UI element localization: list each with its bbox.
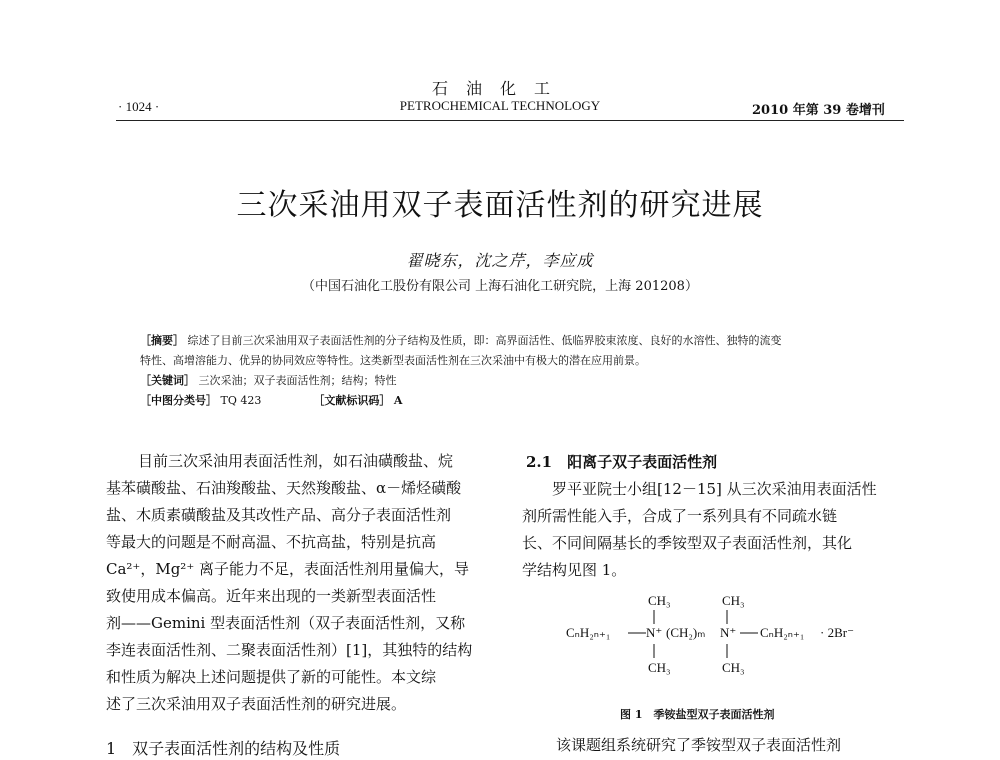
journal-title-cn: 石油化工 [431, 79, 568, 98]
left-alkyl-chain: CₙH₂ₙ₊₁ [566, 625, 611, 640]
intro-line: 盐、木质素磺酸盐及其改性产品、高分子表面活性剂 [106, 506, 452, 524]
intro-line: 李连表面活性剂、二聚表面活性剂）[1]，其独特的结构 [106, 641, 473, 659]
body-line: 罗平亚院士小组[12－15] 从三次采油用表面活性 [522, 480, 877, 498]
header-rule [116, 120, 904, 121]
intro-line: 述了三次采油用双子表面活性剂的研究进展。 [106, 695, 407, 713]
abstract-label: ［摘要］ [140, 334, 184, 347]
journal-title-en: PETROCHEMICAL TECHNOLOGY [399, 98, 601, 113]
right-alkyl-chain: CₙH₂ₙ₊₁ [760, 625, 805, 640]
ammonium-right: N⁺ [720, 625, 737, 640]
body-line: 剂所需性能入手，合成了一系列具有不同疏水链 [522, 507, 838, 525]
intro-line: Ca²⁺，Mg²⁺ 离子能力不足，表面活性剂用量偏大，导 [106, 560, 470, 578]
intro-line: 等最大的问题是不耐高温、不抗高盐，特别是抗高 [106, 533, 437, 551]
article-affiliation: （中国石油化工股份有限公司 上海石油化工研究院，上海 201208） [302, 279, 698, 294]
continuation-line: 该课题组系统研究了季铵型双子表面活性剂 [556, 736, 842, 754]
intro-line: 基苯磺酸盐、石油羧酸盐、天然羧酸盐、α－烯烃磺酸 [106, 479, 462, 497]
intro-line: 剂——Gemini 型表面活性剂（双子表面活性剂，又称 [106, 614, 466, 632]
keywords-line [140, 371, 782, 391]
intro-line: 致使用成本偏高。近年来出现的一类新型表面活性 [106, 587, 437, 605]
keywords-label: ［关键词］ [140, 374, 195, 387]
article-authors: 翟晓东，沈之芹，李应成 [406, 251, 594, 270]
section-1-heading: 1 双子表面活性剂的结构及性质 [106, 739, 341, 758]
body-line: 学结构见图 1。 [522, 561, 627, 579]
abstract-text-2: 特性、高增溶能力、优异的协同效应等特性。这类新型表面活性剂在三次采油中有极大的潜在应用前景。 [140, 354, 646, 367]
section-2-1-heading: 2.1 阳离子双子表面活性剂 [526, 453, 718, 471]
doc-code-label: ［文献标识码］ [313, 394, 391, 407]
article-title: 三次采油用双子表面活性剂的研究进展 [236, 188, 764, 223]
page-number: · 1024 · [118, 99, 160, 114]
figure-1-caption: 图 1 季铵盐型双子表面活性剂 [620, 708, 775, 721]
doc-code: A [393, 394, 403, 407]
class-label: ［中图分类号］ [140, 394, 217, 407]
intro-line: 目前三次采油用表面活性剂，如石油磺酸盐、烷 [138, 452, 454, 470]
methyl-top-right: CH₃ [722, 593, 745, 608]
gemini-surfactant-structure [508, 592, 888, 692]
keywords-text: 三次采油；双子表面活性剂；结构；特性 [198, 374, 397, 387]
class-number: TQ 423 [220, 394, 262, 407]
abstract-text-1: 综述了目前三次采油用双子表面活性剂的分子结构及性质，即：高界面活性、低临界胶束浓度、良好的水溶性、独特的流变 [187, 334, 782, 347]
intro-paragraph [106, 448, 491, 718]
methyl-bottom-right: CH₃ [722, 660, 745, 675]
ammonium-left: N⁺ [646, 625, 663, 640]
abstract-line-1 [140, 331, 782, 351]
abstract-block [140, 331, 782, 411]
methyl-bottom-left: CH₃ [648, 660, 671, 675]
issue-label: 2010 年第 39 卷增刊 [752, 103, 885, 118]
abstract-line-2 [140, 351, 782, 371]
body-line: 长、不同间隔基长的季铵型双子表面活性剂，其化 [522, 534, 853, 552]
counter-ion: · 2Br⁻ [820, 625, 854, 640]
classification-line [140, 391, 782, 411]
intro-line: 和性质为解决上述问题提供了新的可能性。本文综 [106, 668, 437, 686]
section-2-1-paragraph [522, 476, 877, 584]
spacer-group: (CH₂)ₘ [666, 625, 706, 640]
methyl-top-left: CH₃ [648, 593, 671, 608]
